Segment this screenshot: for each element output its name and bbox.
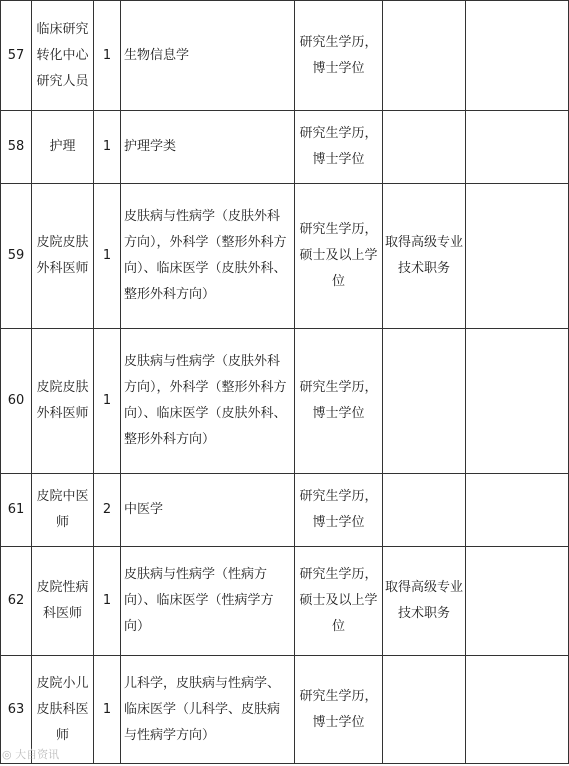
headcount: 1 xyxy=(94,184,121,329)
degree-requirement: 研究生学历，硕士及以上学位 xyxy=(295,547,383,656)
row-number: 58 xyxy=(1,111,32,184)
table-row xyxy=(1,474,569,547)
degree-requirement: 研究生学历，博士学位 xyxy=(295,474,383,547)
other-requirement: 取得高级专业技术职务 xyxy=(383,547,466,656)
position-name: 临床研究转化中心研究人员 xyxy=(32,1,94,111)
other-requirement xyxy=(383,474,466,547)
degree-requirement: 研究生学历，博士学位 xyxy=(295,1,383,111)
major-requirement: 护理学类 xyxy=(121,111,295,184)
remarks xyxy=(466,111,569,184)
headcount: 1 xyxy=(94,329,121,474)
row-number: 62 xyxy=(1,547,32,656)
degree-requirement: 研究生学历，博士学位 xyxy=(295,329,383,474)
other-requirement xyxy=(383,656,466,764)
table-row xyxy=(1,1,569,111)
position-name: 皮院小儿皮肤科医师 xyxy=(32,656,94,764)
degree-requirement: 研究生学历，博士学位 xyxy=(295,656,383,764)
major-requirement: 儿科学，皮肤病与性病学、临床医学（儿科学、皮肤病与性病学方向） xyxy=(121,656,295,764)
table-row xyxy=(1,111,569,184)
watermark: ◎ 大自资讯 xyxy=(2,748,60,761)
other-requirement xyxy=(383,111,466,184)
major-requirement: 皮肤病与性病学（皮肤外科方向），外科学（整形外科方向）、临床医学（皮肤外科、整形外科方向） xyxy=(121,329,295,474)
table-row xyxy=(1,547,569,656)
remarks xyxy=(466,329,569,474)
degree-requirement: 研究生学历，硕士及以上学位 xyxy=(295,184,383,329)
row-number: 61 xyxy=(1,474,32,547)
table-row xyxy=(1,329,569,474)
row-number: 63 xyxy=(1,656,32,764)
other-requirement: 取得高级专业技术职务 xyxy=(383,184,466,329)
row-number: 59 xyxy=(1,184,32,329)
position-name: 皮院中医师 xyxy=(32,474,94,547)
remarks xyxy=(466,547,569,656)
position-name: 皮院性病科医师 xyxy=(32,547,94,656)
headcount: 1 xyxy=(94,656,121,764)
remarks xyxy=(466,474,569,547)
table-row xyxy=(1,656,569,764)
headcount: 1 xyxy=(94,111,121,184)
row-number: 60 xyxy=(1,329,32,474)
row-number: 57 xyxy=(1,1,32,111)
other-requirement xyxy=(383,1,466,111)
major-requirement: 中医学 xyxy=(121,474,295,547)
major-requirement: 生物信息学 xyxy=(121,1,295,111)
remarks xyxy=(466,184,569,329)
position-name: 皮院皮肤外科医师 xyxy=(32,329,94,474)
position-name: 皮院皮肤外科医师 xyxy=(32,184,94,329)
major-requirement: 皮肤病与性病学（皮肤外科方向），外科学（整形外科方向）、临床医学（皮肤外科、整形外科方向） xyxy=(121,184,295,329)
remarks xyxy=(466,656,569,764)
major-requirement: 皮肤病与性病学（性病方向）、临床医学（性病学方向） xyxy=(121,547,295,656)
headcount: 1 xyxy=(94,547,121,656)
headcount: 1 xyxy=(94,1,121,111)
table-row xyxy=(1,184,569,329)
degree-requirement: 研究生学历，博士学位 xyxy=(295,111,383,184)
headcount: 2 xyxy=(94,474,121,547)
other-requirement xyxy=(383,329,466,474)
position-name: 护理 xyxy=(32,111,94,184)
remarks xyxy=(466,1,569,111)
